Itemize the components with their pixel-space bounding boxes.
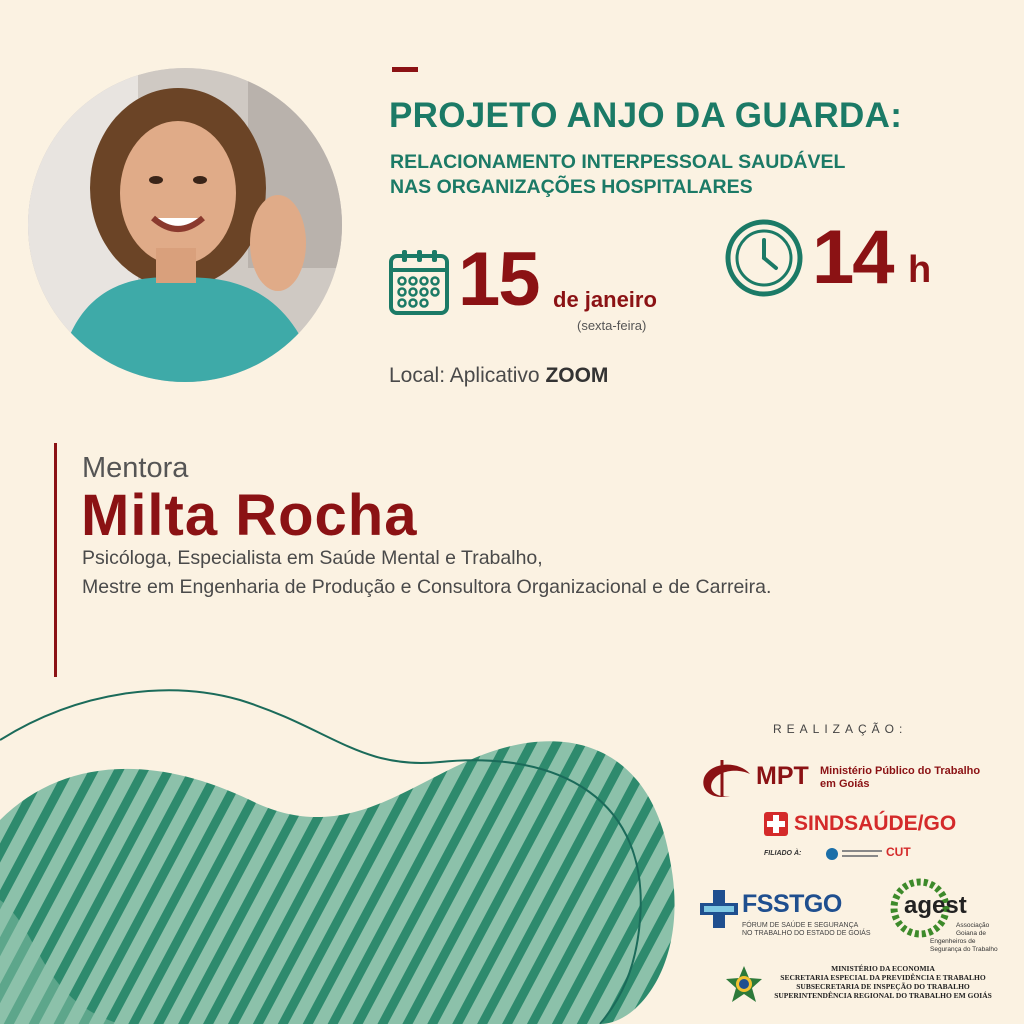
mpt-emblem-icon	[700, 756, 752, 800]
health-cross-icon	[700, 890, 738, 928]
cut-logo: CUT	[886, 845, 911, 859]
fsstgo-subtitle-line: FÓRUM DE SAÚDE E SEGURANÇA	[742, 922, 859, 929]
event-subtitle	[390, 150, 845, 200]
ministry-line: SUPERINTENDÊNCIA REGIONAL DO TRABALHO EM GOIÁS	[774, 991, 992, 1000]
event-location-app: ZOOM	[545, 364, 609, 387]
mentor-name: Milta Rocha	[81, 483, 418, 548]
fsstgo-name: FSSTGO	[742, 890, 842, 918]
mpt-name-line: Ministério Público do Trabalho	[820, 765, 981, 777]
sindsaude-cross-icon	[764, 812, 788, 836]
sindsaude-affiliated-label: FILIADO À:	[764, 850, 802, 857]
mentor-photo	[28, 68, 342, 382]
agest-logo	[886, 876, 1006, 956]
fsstgo-logo	[700, 886, 870, 946]
ministry-line: MINISTÉRIO DA ECONOMIA	[831, 964, 935, 973]
ministry-line: SUBSECRETARIA DE INSPEÇÃO DO TRABALHO	[796, 982, 970, 991]
agest-subtitle-line: Segurança do Trabalho	[930, 946, 998, 953]
mentor-description	[82, 544, 771, 602]
event-weekday: (sexta-feira)	[577, 318, 647, 333]
event-location-label: Local: Aplicativo	[389, 364, 540, 387]
ministry-line: SECRETARIA ESPECIAL DA PREVIDÊNCIA E TRABALHO	[780, 973, 986, 982]
ministry-logo	[726, 962, 996, 1010]
agest-subtitle-line: Goiana de	[956, 930, 986, 937]
event-location	[389, 364, 608, 388]
event-subtitle-line: RELACIONAMENTO INTERPESSOAL SAUDÁVEL	[390, 151, 846, 173]
sindsaude-logo	[764, 812, 957, 864]
event-time-hour: 14	[812, 215, 893, 300]
event-subtitle-line: NAS ORGANIZAÇÕES HOSPITALARES	[390, 176, 753, 198]
sindsaude-name: SINDSAÚDE/GO	[794, 812, 957, 835]
agest-subtitle-line: Associação	[956, 922, 990, 929]
calendar-icon	[388, 248, 450, 316]
mentor-label: Mentora	[82, 452, 189, 484]
mentor-description-line: Mestre em Engenharia de Produção e Consultora Organizacional e de Carreira.	[82, 576, 772, 598]
sponsors-heading: REALIZAÇÃO:	[773, 722, 908, 736]
clock-icon	[724, 218, 804, 298]
agest-name: agest	[904, 892, 967, 919]
brazil-coat-of-arms-icon	[726, 966, 762, 1006]
event-time-unit: h	[908, 249, 932, 291]
mpt-abbr: MPT	[756, 762, 809, 790]
event-title: PROJETO ANJO DA GUARDA:	[389, 96, 903, 135]
mpt-name-line: em Goiás	[820, 778, 870, 790]
mentor-description-line: Psicóloga, Especialista em Saúde Mental e Trabalho,	[82, 547, 543, 569]
accent-dash	[392, 67, 418, 72]
agest-subtitle-line: Engenheiros de	[930, 938, 976, 945]
confederation-icon	[826, 848, 838, 860]
mentor-accent-bar	[54, 443, 57, 677]
event-date-month: de janeiro	[553, 287, 657, 312]
mpt-logo	[700, 756, 1000, 800]
event-date-day: 15	[458, 237, 539, 322]
fsstgo-subtitle-line: NO TRABALHO DO ESTADO DE GOIÁS	[742, 930, 871, 937]
